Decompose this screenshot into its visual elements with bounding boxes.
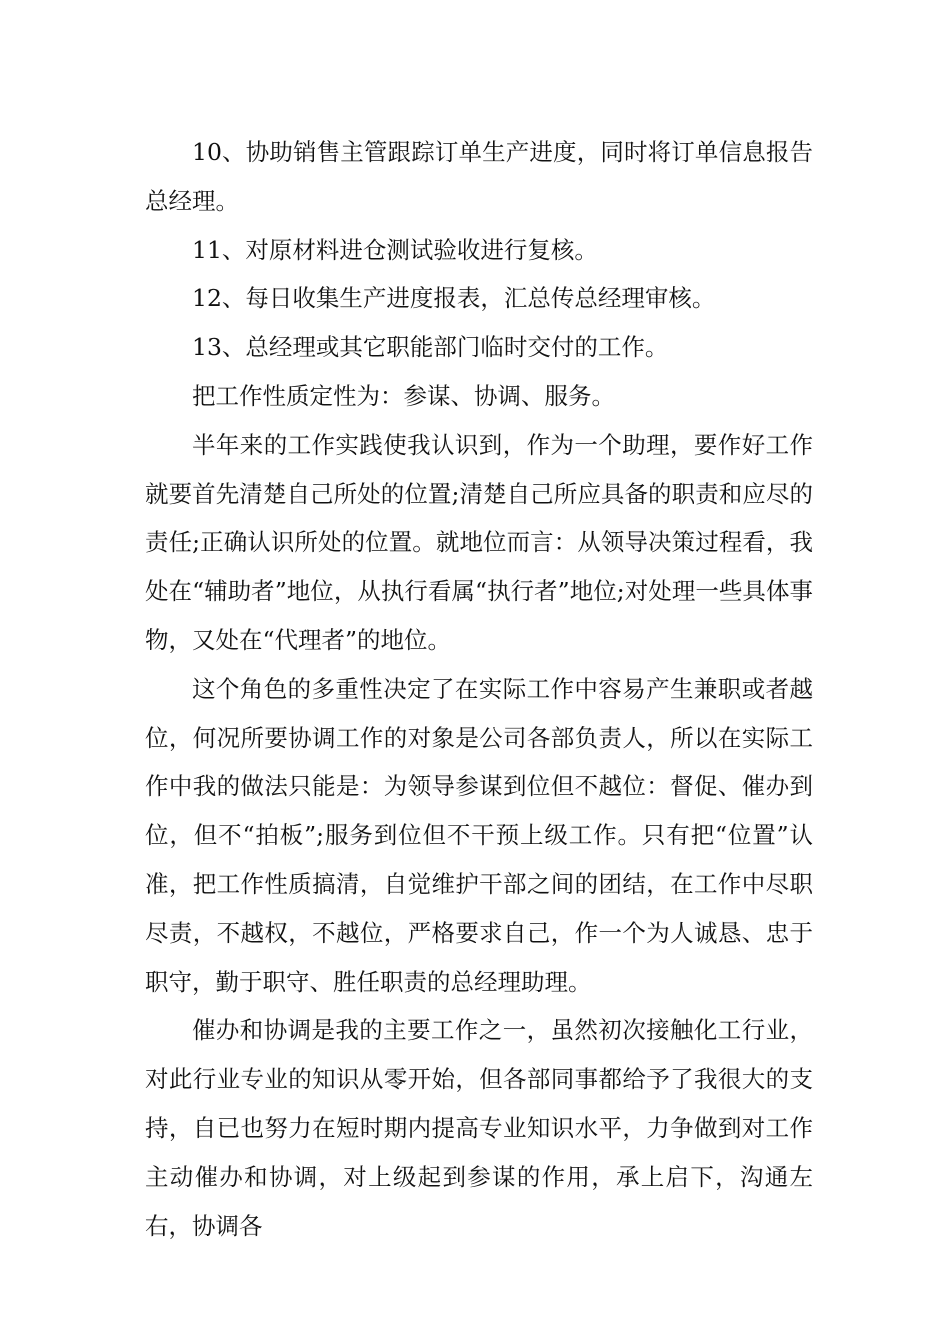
paragraph-item-11: 11、对原材料进仓测试验收进行复核。 <box>192 235 598 264</box>
paragraph-item-12: 12、每日收集生产进度报表，汇总传总经理审核。 <box>192 284 716 313</box>
document-body <box>145 128 813 1250</box>
paragraph-position-understanding: 半年来的工作实践使我认识到，作为一个助理，要作好工作就要首先清楚自己所处的位置;清楚自己所应具备的职责和应尽的责任;正确认识所处的位置。就地位而言：从领导决策过程看，我处在“辅助者”地位，从执行看属“执行者”地位;对处理一些具体事物，又处在“代理者”的地位。 <box>145 430 813 654</box>
paragraph-urging-coordination: 催办和协调是我的主要工作之一，虽然初次接触化工行业，对此行业专业的知识从零开始，但各部同事都给予了我很大的支持，自已也努力在短时期内提高专业知识水平，力争做到对工作主动催办和协调，对上级起到参谋的作用，承上启下，沟通左右，协调各 <box>145 1016 813 1240</box>
paragraph-work-nature: 把工作性质定性为：参谋、协调、服务。 <box>192 381 615 410</box>
paragraph-item-10: 10、协助销售主管跟踪订单生产进度，同时将订单信息报告总经理。 <box>145 138 813 215</box>
paragraph-item-13: 13、总经理或其它职能部门临时交付的工作。 <box>192 333 669 362</box>
paragraph-role-multiplicity: 这个角色的多重性决定了在实际工作中容易产生兼职或者越位，何况所要协调工作的对象是公司各部负责人，所以在实际工作中我的做法只能是：为领导参谋到位但不越位：督促、催办到位，但不“拍板”;服务到位但不干预上级工作。只有把“位置”认准，把工作性质搞清，自觉维护干部之间的团结，在工作中尽职尽责，不越权，不越位，严格要求自己，作一个为人诚恳、忠于职守，勤于职守、胜任职责的总经理助理。 <box>145 674 813 996</box>
